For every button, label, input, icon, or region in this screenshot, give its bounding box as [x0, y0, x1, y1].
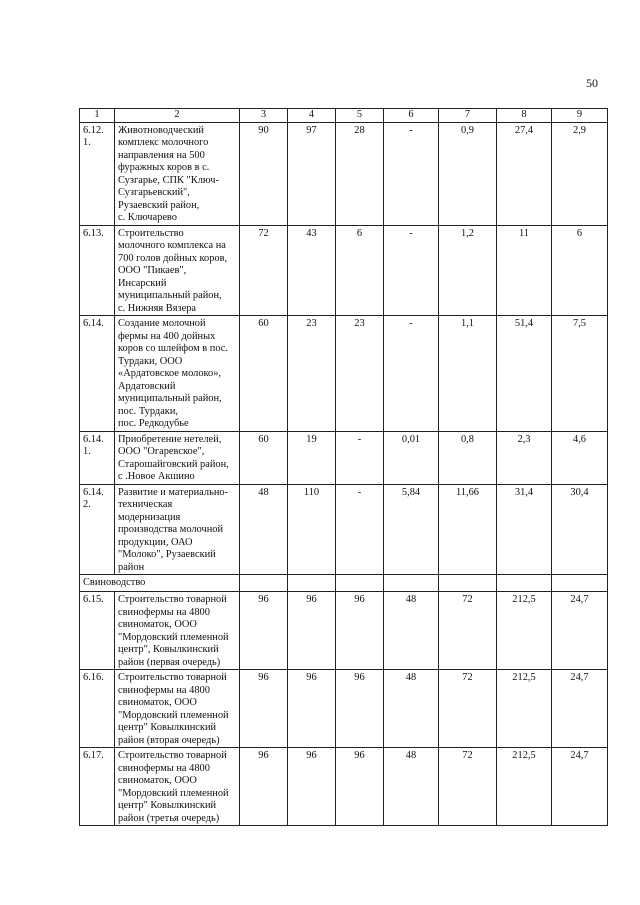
row-description: Создание молочной фермы на 400 дойных коров со шлейфом в пос. Турдаки, ООО «Ардатовское молоко», Ардатовский муниципальный район, пос. Турдаки, пос. Редкодубье [115, 316, 240, 432]
row-number: 6.13. [80, 225, 115, 316]
row-value-col-8: 31,4 [497, 484, 552, 575]
row-value-col-9: 24,7 [552, 592, 608, 670]
row-value-col-7: 72 [439, 592, 497, 670]
row-value-col-4: 96 [288, 592, 336, 670]
column-header: 1 [80, 109, 115, 123]
empty-cell [552, 575, 608, 592]
row-value-col-5: - [336, 431, 384, 484]
row-value-col-3: 72 [240, 225, 288, 316]
row-value-col-5: 28 [336, 122, 384, 225]
table-row [80, 484, 608, 575]
row-value-col-7: 1,1 [439, 316, 497, 432]
table-body-cattle [80, 122, 608, 575]
row-value-col-8: 51,4 [497, 316, 552, 432]
row-value-col-4: 43 [288, 225, 336, 316]
column-header: 3 [240, 109, 288, 123]
row-value-col-9: 4,6 [552, 431, 608, 484]
table-row [80, 316, 608, 432]
row-value-col-5: 96 [336, 592, 384, 670]
row-value-col-9: 30,4 [552, 484, 608, 575]
row-description: Строительство товарной свинофермы на 4800 свиноматок, ООО "Мордовский племенной центр", Ковылкинский район (первая очередь) [115, 592, 240, 670]
row-value-col-3: 96 [240, 748, 288, 826]
row-value-col-6: - [384, 122, 439, 225]
row-value-col-5: 23 [336, 316, 384, 432]
row-description: Развитие и материально- техническая модернизация производства молочной продукции, ОАО "Молоко", Рузаевский район [115, 484, 240, 575]
row-value-col-6: 48 [384, 670, 439, 748]
column-header: 7 [439, 109, 497, 123]
row-number: 6.14. 2. [80, 484, 115, 575]
empty-cell [336, 575, 384, 592]
row-value-col-7: 11,66 [439, 484, 497, 575]
row-value-col-3: 96 [240, 670, 288, 748]
column-header: 8 [497, 109, 552, 123]
table-row [80, 431, 608, 484]
row-description: Строительство товарной свинофермы на 4800 свиноматок, ООО "Мордовский племенной центр" Ковылкинский район (вторая очередь) [115, 670, 240, 748]
row-value-col-9: 6 [552, 225, 608, 316]
row-value-col-7: 72 [439, 670, 497, 748]
table-body-pig [80, 592, 608, 826]
empty-cell [240, 575, 288, 592]
row-value-col-8: 212,5 [497, 592, 552, 670]
row-value-col-6: - [384, 316, 439, 432]
data-table [79, 108, 608, 826]
table-row [80, 592, 608, 670]
column-header: 6 [384, 109, 439, 123]
row-value-col-7: 0,9 [439, 122, 497, 225]
column-header: 9 [552, 109, 608, 123]
empty-cell [384, 575, 439, 592]
row-number: 6.16. [80, 670, 115, 748]
row-value-col-9: 7,5 [552, 316, 608, 432]
row-value-col-4: 23 [288, 316, 336, 432]
row-value-col-3: 90 [240, 122, 288, 225]
row-value-col-6: 5,84 [384, 484, 439, 575]
row-value-col-8: 212,5 [497, 748, 552, 826]
row-number: 6.12. 1. [80, 122, 115, 225]
row-value-col-6: - [384, 225, 439, 316]
row-value-col-4: 96 [288, 748, 336, 826]
column-header: 5 [336, 109, 384, 123]
row-value-col-5: 6 [336, 225, 384, 316]
row-value-col-3: 48 [240, 484, 288, 575]
empty-cell [288, 575, 336, 592]
row-value-col-4: 96 [288, 670, 336, 748]
row-value-col-6: 48 [384, 592, 439, 670]
row-description: Животноводческий комплекс молочного направления на 500 фуражных коров в с. Сузгарье, СПК "Ключ- Сузгарьевский", Рузаевский район, с. Ключарево [115, 122, 240, 225]
row-number: 6.14. 1. [80, 431, 115, 484]
row-value-col-8: 27,4 [497, 122, 552, 225]
row-value-col-7: 0,8 [439, 431, 497, 484]
row-number: 6.15. [80, 592, 115, 670]
row-value-col-3: 60 [240, 316, 288, 432]
row-value-col-4: 19 [288, 431, 336, 484]
row-description: Приобретение нетелей, ООО "Огаревское", Старошайговский район, с .Новое Акшино [115, 431, 240, 484]
row-number: 6.14. [80, 316, 115, 432]
row-value-col-8: 212,5 [497, 670, 552, 748]
row-value-col-5: 96 [336, 670, 384, 748]
row-value-col-7: 1,2 [439, 225, 497, 316]
row-value-col-6: 0,01 [384, 431, 439, 484]
column-header: 4 [288, 109, 336, 123]
row-value-col-4: 97 [288, 122, 336, 225]
table-header-row [80, 109, 608, 123]
row-value-col-7: 72 [439, 748, 497, 826]
table-row [80, 225, 608, 316]
empty-cell [497, 575, 552, 592]
section-row [80, 575, 608, 592]
row-value-col-3: 96 [240, 592, 288, 670]
column-header: 2 [115, 109, 240, 123]
row-value-col-6: 48 [384, 748, 439, 826]
row-number: 6.17. [80, 748, 115, 826]
table-row [80, 122, 608, 225]
table-row [80, 670, 608, 748]
row-value-col-5: - [336, 484, 384, 575]
row-value-col-8: 11 [497, 225, 552, 316]
page-number: 50 [586, 76, 598, 90]
row-value-col-9: 24,7 [552, 670, 608, 748]
row-value-col-3: 60 [240, 431, 288, 484]
row-description: Строительство молочного комплекса на 700 голов дойных коров, ООО "Пикаев", Инсарский муниципальный район, с. Нижняя Вязера [115, 225, 240, 316]
empty-cell [439, 575, 497, 592]
section-title: Свиноводство [80, 575, 240, 592]
row-value-col-9: 2,9 [552, 122, 608, 225]
row-value-col-8: 2,3 [497, 431, 552, 484]
row-value-col-5: 96 [336, 748, 384, 826]
row-value-col-4: 110 [288, 484, 336, 575]
row-value-col-9: 24,7 [552, 748, 608, 826]
table-row [80, 748, 608, 826]
row-description: Строительство товарной свинофермы на 4800 свиноматок, ООО "Мордовский племенной центр" Ковылкинский район (третья очередь) [115, 748, 240, 826]
